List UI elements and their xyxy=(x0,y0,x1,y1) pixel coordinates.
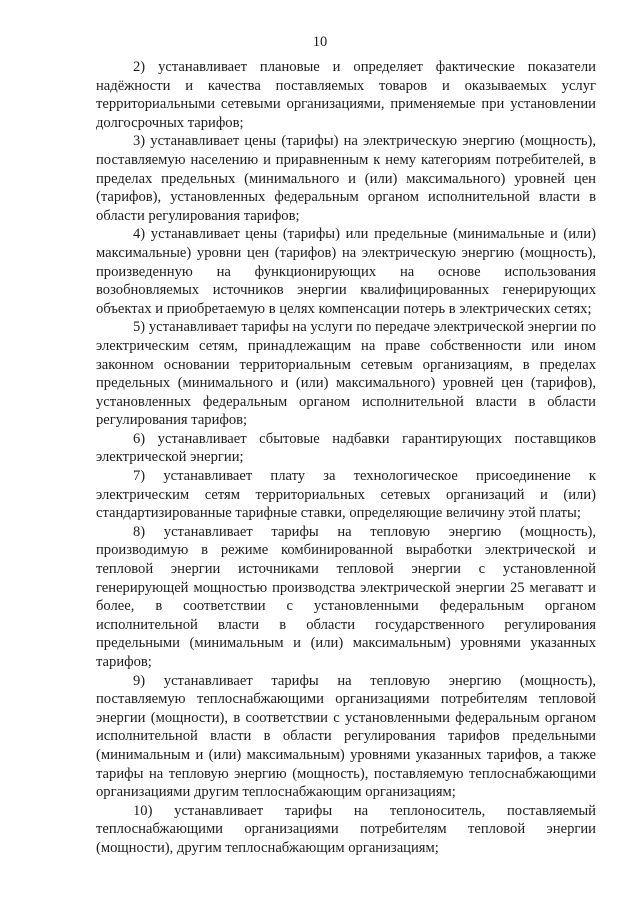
list-item: 2) устанавливает плановые и определяет фактические показатели надёжности и качества поставляемых товаров и оказываемых услуг территориальными сетевыми организациями, применяемые при установлении долгосрочных тарифов; xyxy=(96,59,596,131)
list-item: 7) устанавливает плату за технологическое присоединение к электрическим сетям территориальных сетевых организаций и (или) стандартизированные тарифные ставки, определяющие величину этой платы; xyxy=(96,468,596,522)
body-text xyxy=(96,58,596,858)
list-item: 4) устанавливает цены (тарифы) или предельные (минимальные и (или) максимальные) уровни цен (тарифов) на электрическую энергию (мощность), произведенную на функционирующих на основе использования возобновляемых источников энергии квалифицированных генерирующих объектах и приобретаемую в целях компенсации потерь в электрических сетях; xyxy=(96,226,596,317)
list-item: 6) устанавливает сбытовые надбавки гарантирующих поставщиков электрической энергии; xyxy=(96,430,596,466)
list-item: 3) устанавливает цены (тарифы) на электрическую энергию (мощность), поставляемую населению и приравненным к нему категориям потребителей, в пределах предельных (минимального и (или) максимального) уровней цен (тарифов), установленных федеральным органом исполнительной власти в области регулирования тарифов; xyxy=(96,133,596,224)
list-item: 10) устанавливает тарифы на теплоноситель, поставляемый теплоснабжающими организациями потребителям тепловой энергии (мощности), другим теплоснабжающим организациям; xyxy=(96,802,596,856)
list-item: 5) устанавливает тарифы на услуги по передаче электрической энергии по электрическим сетям, принадлежащим на праве собственности или ином законном основании территориальным сетевым организациям, в пределах предельных (минимального и (или) максимального) уровней цен (тарифов), установленных федеральным органом исполнительной власти в области регулирования тарифов; xyxy=(96,319,596,429)
list-item: 8) устанавливает тарифы на тепловую энергию (мощность), производимую в режиме комбинированной выработки электрической и тепловой энергии источниками тепловой энергии с установленной генерирующей мощностью производства электрической энергии 25 мегаватт и более, в соответствии с установленными федеральным органом исполнительной власти в области государственного регулирования предельными (минимальным и (или) максимальным) уровнями указанных тарифов; xyxy=(96,523,596,670)
list-item: 9) устанавливает тарифы на тепловую энергию (мощность), поставляемую теплоснабжающими организациями потребителям тепловой энергии (мощности), в соответствии с установленными федеральным органом исполнительной власти в области регулирования тарифов предельными (минимальным и (или) максимальным) уровнями указанных тарифов, а также тарифы на тепловую энергию (мощность), поставляемую теплоснабжающими организациями другим теплоснабжающим организациям; xyxy=(96,672,596,801)
page-number: 10 xyxy=(312,34,328,50)
